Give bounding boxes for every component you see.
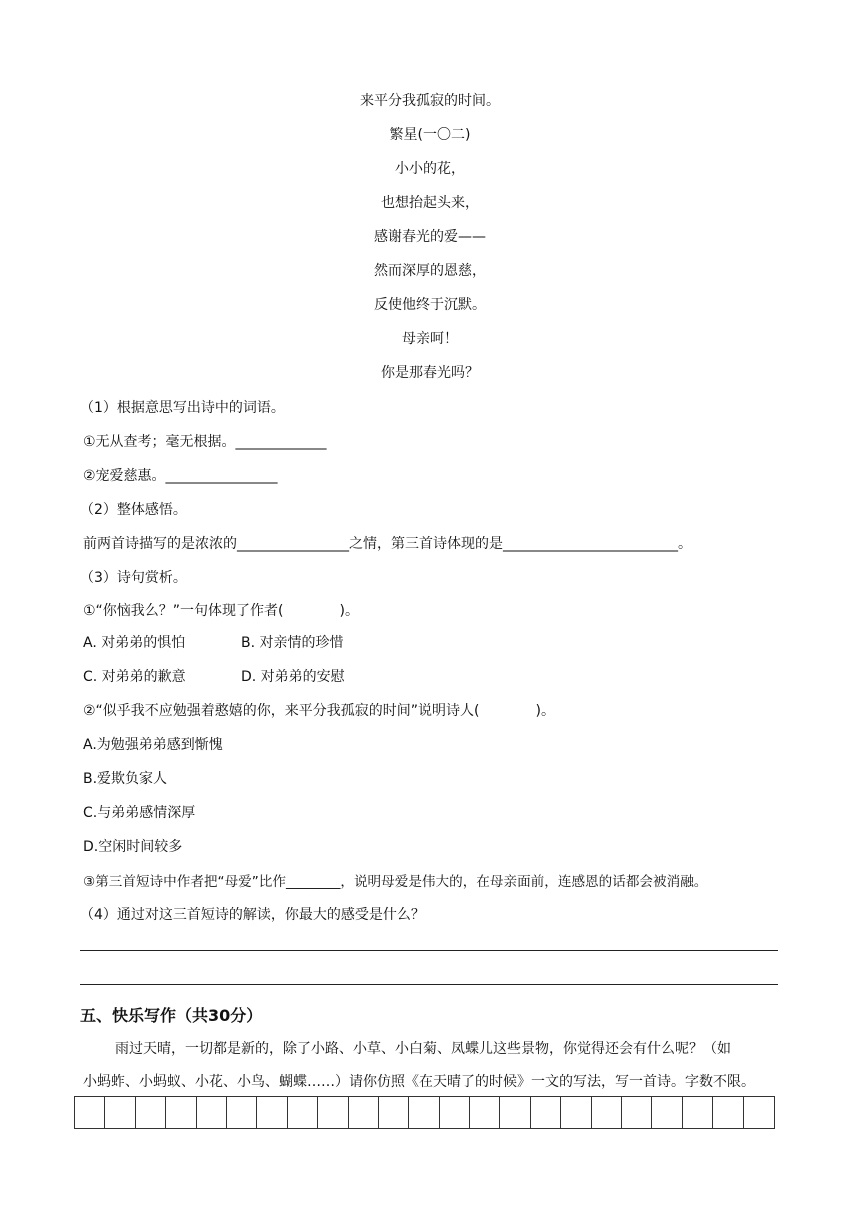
question-3-heading: （3）诗句赏析。	[80, 570, 187, 586]
question-2-heading: （2）整体感悟。	[80, 502, 187, 518]
writing-cell[interactable]	[470, 1097, 500, 1128]
writing-cell[interactable]	[440, 1097, 470, 1128]
writing-cell[interactable]	[166, 1097, 196, 1128]
writing-cell[interactable]	[349, 1097, 379, 1128]
question-2-text: 前两首诗描写的是浓浓的________________之情，第三首诗体现的是_________________________。	[83, 536, 692, 552]
poem-line: 然而深厚的恩慈，	[374, 263, 486, 279]
writing-cell[interactable]	[318, 1097, 348, 1128]
writing-cell[interactable]	[409, 1097, 439, 1128]
option-d: D.空闲时间较多	[83, 839, 183, 855]
writing-cell[interactable]	[652, 1097, 682, 1128]
writing-cell[interactable]	[622, 1097, 652, 1128]
option-a: A.为勉强弟弟感到惭愧	[83, 737, 223, 753]
question-1-item-1: ①无从查考；毫无根据。_____________	[83, 434, 327, 450]
option-b: B. 对亲情的珍惜	[241, 635, 344, 651]
option-c: C. 对弟弟的歉意	[83, 669, 186, 685]
writing-cell[interactable]	[75, 1097, 105, 1128]
question-1-item-2: ②宠爱慈惠。________________	[83, 468, 278, 484]
writing-cell[interactable]	[561, 1097, 591, 1128]
answer-line[interactable]	[80, 950, 778, 951]
poem-line: 你是那春光吗？	[381, 365, 479, 381]
writing-cell[interactable]	[227, 1097, 257, 1128]
writing-cell[interactable]	[105, 1097, 135, 1128]
writing-prompt-line-1: 雨过天晴，一切都是新的，除了小路、小草、小白菊、凤蝶儿这些景物，你觉得还会有什么呢？（如	[115, 1041, 731, 1057]
writing-grid[interactable]	[74, 1096, 775, 1129]
question-3-sub-2: ②“似乎我不应勉强着憨嬉的你，来平分我孤寂的时间”说明诗人( )。	[83, 703, 555, 719]
writing-cell[interactable]	[531, 1097, 561, 1128]
writing-cell[interactable]	[257, 1097, 287, 1128]
writing-cell[interactable]	[592, 1097, 622, 1128]
writing-prompt-line-2: 小蚂蚱、小蚂蚁、小花、小鸟、蝴蝶……）请你仿照《在天晴了的时候》一文的写法，写一首诗。字数不限。	[83, 1074, 755, 1090]
section-5-title: 五、快乐写作（共30分）	[80, 1006, 263, 1025]
answer-line[interactable]	[80, 984, 778, 985]
writing-cell[interactable]	[713, 1097, 743, 1128]
poem-line: 小小的花，	[395, 161, 465, 177]
option-c: C.与弟弟感情深厚	[83, 805, 196, 821]
poem-line: 感谢春光的爱——	[374, 229, 486, 245]
poem-line-previous: 来平分我孤寂的时间。	[360, 93, 500, 109]
poem-line: 母亲呵！	[402, 331, 458, 347]
writing-cell[interactable]	[288, 1097, 318, 1128]
writing-cell[interactable]	[136, 1097, 166, 1128]
writing-cell[interactable]	[683, 1097, 713, 1128]
poem-line: 反使他终于沉默。	[374, 297, 486, 313]
option-b: B.爱欺负家人	[83, 771, 168, 787]
question-4-heading: （4）通过对这三首短诗的解读，你最大的感受是什么？	[80, 907, 425, 923]
writing-cell[interactable]	[197, 1097, 227, 1128]
poem-title: 繁星(一〇二)	[389, 127, 471, 143]
writing-cell[interactable]	[379, 1097, 409, 1128]
question-3-sub-1: ①“你恼我么？”一句体现了作者( )。	[83, 603, 359, 619]
option-d: D. 对弟弟的安慰	[241, 669, 345, 685]
poem-line: 也想抬起头来，	[381, 195, 479, 211]
option-a: A. 对弟弟的惧怕	[83, 635, 186, 651]
writing-cell[interactable]	[744, 1097, 774, 1128]
writing-cell[interactable]	[500, 1097, 530, 1128]
question-3-sub-3: ③第三首短诗中作者把“母爱”比作________，说明母爱是伟大的，在母亲面前，连感恩的话都会被消融。	[83, 874, 708, 890]
question-1-heading: （1）根据意思写出诗中的词语。	[80, 400, 285, 416]
